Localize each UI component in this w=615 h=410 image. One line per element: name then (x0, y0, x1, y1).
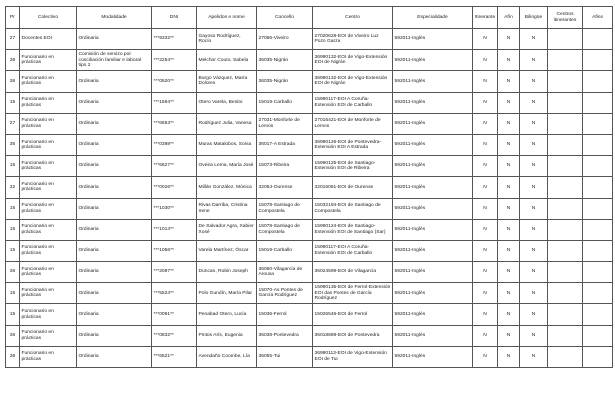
cell-centros-itinerantes (548, 219, 583, 240)
cell-concello: 15073-Ribeira (257, 156, 313, 177)
cell-pr: 15 (6, 156, 20, 177)
cell-centro: 15990117-EOI A Coruña-Extensión EOI de Carballo (313, 92, 393, 113)
cell-afins (583, 304, 613, 325)
cell-pr: 15 (6, 283, 20, 304)
cell-afin: N (498, 113, 520, 134)
cell-especialidade: 592011-Inglés (393, 50, 473, 71)
cell-afin: N (498, 262, 520, 283)
cell-itinerante: N (473, 177, 498, 198)
cell-dni: ***2254** (152, 50, 197, 71)
cell-modalidade: Ordinaria (77, 156, 152, 177)
cell-afins (583, 134, 613, 155)
cell-pr: 27 (6, 113, 20, 134)
table-row (6, 50, 613, 71)
cell-dni: ***0520** (152, 71, 197, 92)
cell-dni: ***6521** (152, 346, 197, 367)
cell-colectivo: Funcionario en prácticas (20, 113, 77, 134)
cell-pr: 32 (6, 177, 20, 198)
cell-concello: 36060-Vilagarcía de Arousa (257, 262, 313, 283)
cell-afins (583, 198, 613, 219)
cell-centro: 15990117-EOI A Coruña-Extensión EOI de Carballo (313, 240, 393, 261)
cell-apelidos-e-nome: Melchor Couto, Sabela (197, 50, 257, 71)
cell-afins (583, 283, 613, 304)
cell-colectivo: Funcionario en prácticas (20, 177, 77, 198)
cell-pr: 36 (6, 50, 20, 71)
header-apelidos-e-nome: Apelidos e nome (197, 7, 257, 29)
cell-itinerante: N (473, 346, 498, 367)
table-row (6, 71, 613, 92)
cell-especialidade: 592011-Inglés (393, 29, 473, 50)
table-row (6, 283, 613, 304)
table-row (6, 156, 613, 177)
cell-bilingue: N (520, 92, 548, 113)
header-centros-itinerantes: Centros itinerantes (548, 7, 583, 29)
cell-bilingue: N (520, 346, 548, 367)
cell-concello: 15036-Ferrol (257, 304, 313, 325)
cell-afin: N (498, 92, 520, 113)
cell-centros-itinerantes (548, 113, 583, 134)
cell-dni: ***0091** (152, 304, 197, 325)
cell-dni: ***1030** (152, 198, 197, 219)
cell-centro: 15990124-EOI de Santiago-Extensión EOI de Santiago (Sar) (313, 219, 393, 240)
cell-afins (583, 346, 613, 367)
cell-dni: ***1594** (152, 92, 197, 113)
cell-dni: ***0026** (152, 177, 197, 198)
cell-especialidade: 592011-Inglés (393, 177, 473, 198)
cell-centros-itinerantes (548, 262, 583, 283)
cell-afin: N (498, 71, 520, 92)
cell-afins (583, 92, 613, 113)
cell-concello: 15078-Santiago de Compostela (257, 219, 313, 240)
cell-centros-itinerantes (548, 71, 583, 92)
cell-bilingue: N (520, 71, 548, 92)
assignments-table (5, 6, 613, 368)
table-row (6, 29, 613, 50)
cell-pr: 36 (6, 262, 20, 283)
cell-bilingue: N (520, 262, 548, 283)
cell-centros-itinerantes (548, 92, 583, 113)
cell-centros-itinerantes (548, 240, 583, 261)
cell-pr: 36 (6, 325, 20, 346)
cell-bilingue: N (520, 156, 548, 177)
cell-itinerante: N (473, 304, 498, 325)
cell-itinerante: N (473, 156, 498, 177)
cell-apelidos-e-nome: Rodríguez Julia, Vanesa (197, 113, 257, 134)
cell-afins (583, 71, 613, 92)
cell-dni: ***9332** (152, 29, 197, 50)
cell-modalidade: Ordinaria (77, 134, 152, 155)
cell-afins (583, 50, 613, 71)
cell-bilingue: N (520, 29, 548, 50)
cell-concello: 15078-Santiago de Compostela (257, 198, 313, 219)
header-especialidade: Especialidade (393, 7, 473, 29)
cell-afin: N (498, 283, 520, 304)
header-afin: Afín (498, 7, 520, 29)
cell-afins (583, 113, 613, 134)
cell-afins (583, 262, 613, 283)
cell-apelidos-e-nome: Avendaño Coombe, Lía (197, 346, 257, 367)
cell-itinerante: N (473, 283, 498, 304)
cell-especialidade: 592011-Inglés (393, 262, 473, 283)
header-centro: Centro (313, 7, 393, 29)
cell-bilingue: N (520, 50, 548, 71)
cell-concello: 27031-Monforte de Lemos (257, 113, 313, 134)
cell-modalidade: Ordinaria (77, 283, 152, 304)
cell-apelidos-e-nome: Pintos Arís, Eugenia (197, 325, 257, 346)
header-itinerante: Itinerante (473, 7, 498, 29)
header-colectivo: Colectivo (20, 7, 77, 29)
header-pr: Pr (6, 7, 20, 29)
cell-afins (583, 240, 613, 261)
table-row (6, 134, 613, 155)
cell-bilingue: N (520, 325, 548, 346)
cell-centros-itinerantes (548, 325, 583, 346)
cell-centros-itinerantes (548, 177, 583, 198)
table-header-row (6, 7, 613, 29)
cell-afins (583, 29, 613, 50)
cell-pr: 15 (6, 240, 20, 261)
cell-afin: N (498, 346, 520, 367)
table-row (6, 113, 613, 134)
cell-afin: N (498, 304, 520, 325)
header-dni: DNI (152, 7, 197, 29)
cell-colectivo: Funcionario en prácticas (20, 134, 77, 155)
cell-afin: N (498, 29, 520, 50)
cell-centros-itinerantes (548, 346, 583, 367)
cell-centro: 27016421-EOI de Monforte de Lemos (313, 113, 393, 134)
cell-centro: 15026546-EOI de Ferrol (313, 304, 393, 325)
table-row (6, 177, 613, 198)
cell-centro: 15032194-EOI de Santiago de Compostela (313, 198, 393, 219)
cell-especialidade: 592011-Inglés (393, 198, 473, 219)
cell-especialidade: 592011-Inglés (393, 325, 473, 346)
cell-modalidade: Ordinaria (77, 240, 152, 261)
cell-apelidos-e-nome: Millán González, Mónica (197, 177, 257, 198)
cell-centros-itinerantes (548, 283, 583, 304)
cell-modalidade: Ordinaria (77, 304, 152, 325)
table-row (6, 304, 613, 325)
cell-afins (583, 325, 613, 346)
cell-dni: ***6627** (152, 156, 197, 177)
cell-centro: 36990132-EOI de Vigo-Extensión EOI de Nigrán (313, 71, 393, 92)
cell-colectivo: Funcionario en prácticas (20, 240, 77, 261)
cell-modalidade: Ordinaria (77, 346, 152, 367)
cell-itinerante: N (473, 134, 498, 155)
cell-especialidade: 592011-Inglés (393, 219, 473, 240)
cell-especialidade: 592011-Inglés (393, 283, 473, 304)
cell-colectivo: Funcionario en prácticas (20, 219, 77, 240)
cell-apelidos-e-nome: Gayoso Rodríguez, Rocío (197, 29, 257, 50)
cell-apelidos-e-nome: Rivas Darriba, Cristina Irene (197, 198, 257, 219)
table-row (6, 198, 613, 219)
cell-dni: ***1014** (152, 219, 197, 240)
cell-apelidos-e-nome: De Salvador Agra, Xabier Xosé (197, 219, 257, 240)
cell-apelidos-e-nome: Duncan, Robin Joseph (197, 262, 257, 283)
cell-pr: 36 (6, 71, 20, 92)
cell-centro: 15990135-EOI de Ferrol-Extensión EOI das Pontes de García Rodríguez (313, 283, 393, 304)
cell-dni: ***6653** (152, 113, 197, 134)
cell-centros-itinerantes (548, 304, 583, 325)
cell-centro: 36990132-EOI de Vigo-Extensión EOI de Nigrán (313, 50, 393, 71)
cell-centro: 36990126-EOI de Pontevedra-Extensión EOI A Estrada (313, 134, 393, 155)
cell-bilingue: N (520, 240, 548, 261)
cell-bilingue: N (520, 177, 548, 198)
cell-bilingue: N (520, 219, 548, 240)
cell-dni: ***0398** (152, 134, 197, 155)
cell-itinerante: N (473, 71, 498, 92)
cell-especialidade: 592011-Inglés (393, 92, 473, 113)
cell-modalidade: Ordinaria (77, 219, 152, 240)
cell-especialidade: 592011-Inglés (393, 113, 473, 134)
cell-pr: 15 (6, 304, 20, 325)
cell-modalidade: Ordinaria (77, 71, 152, 92)
header-afins: Afins (583, 7, 613, 29)
cell-modalidade: Ordinaria (77, 325, 152, 346)
cell-modalidade: Ordinaria (77, 29, 152, 50)
cell-dni: ***5524** (152, 283, 197, 304)
cell-concello: 36035-Nigrán (257, 71, 313, 92)
cell-dni: ***2087** (152, 262, 197, 283)
cell-concello: 15070-As Pontes de García Rodríguez (257, 283, 313, 304)
cell-especialidade: 592011-Inglés (393, 346, 473, 367)
cell-apelidos-e-nome: Varela Martínez, Óscar (197, 240, 257, 261)
cell-pr: 15 (6, 198, 20, 219)
cell-itinerante: N (473, 325, 498, 346)
cell-itinerante: N (473, 198, 498, 219)
cell-apelidos-e-nome: Oveira Lema, María José (197, 156, 257, 177)
cell-colectivo: Funcionario en prácticas (20, 304, 77, 325)
table-row (6, 219, 613, 240)
cell-concello: 36055-Tui (257, 346, 313, 367)
cell-bilingue: N (520, 283, 548, 304)
cell-afin: N (498, 198, 520, 219)
cell-concello: 15019-Carballo (257, 240, 313, 261)
cell-concello: 27066-Viveiro (257, 29, 313, 50)
cell-afins (583, 156, 613, 177)
cell-centros-itinerantes (548, 50, 583, 71)
cell-afin: N (498, 134, 520, 155)
cell-colectivo: Funcionario en prácticas (20, 92, 77, 113)
cell-modalidade: Ordinaria (77, 198, 152, 219)
cell-dni: ***0832** (152, 325, 197, 346)
cell-colectivo: Funcionario en prácticas (20, 156, 77, 177)
cell-especialidade: 592011-Inglés (393, 156, 473, 177)
cell-itinerante: N (473, 29, 498, 50)
cell-pr: 36 (6, 134, 20, 155)
cell-modalidade: Ordinaria (77, 113, 152, 134)
cell-modalidade: Ordinaria (77, 177, 152, 198)
cell-especialidade: 592011-Inglés (393, 240, 473, 261)
table-row (6, 325, 613, 346)
cell-especialidade: 592011-Inglés (393, 71, 473, 92)
cell-especialidade: 592011-Inglés (393, 134, 473, 155)
cell-centros-itinerantes (548, 156, 583, 177)
cell-centro: 27020628-EOI de Viveiro Luz Pozo Garza (313, 29, 393, 50)
header-bilingue: Bilingüe (520, 7, 548, 29)
cell-centro: 15990125-EOI de Santiago-Extensión EOI de Ribeira (313, 156, 393, 177)
cell-pr: 15 (6, 219, 20, 240)
cell-afin: N (498, 219, 520, 240)
cell-itinerante: N (473, 219, 498, 240)
cell-centros-itinerantes (548, 198, 583, 219)
cell-itinerante: N (473, 113, 498, 134)
cell-centro: 36990113-EOI de Vigo-Extensión EOI de Tui (313, 346, 393, 367)
cell-colectivo: Docentes EOI (20, 29, 77, 50)
table-body (6, 29, 613, 368)
cell-apelidos-e-nome: Otero Varela, Benito (197, 92, 257, 113)
cell-pr: 27 (6, 29, 20, 50)
cell-colectivo: Funcionario en prácticas (20, 50, 77, 71)
cell-concello: 36038-Pontevedra (257, 325, 313, 346)
header-concello: Concello (257, 7, 313, 29)
cell-bilingue: N (520, 113, 548, 134)
table-row (6, 240, 613, 261)
cell-modalidade: Comisión de servizo por conciliación familiar e laboral tipo 2 (77, 50, 152, 71)
cell-afin: N (498, 50, 520, 71)
cell-colectivo: Funcionario en prácticas (20, 262, 77, 283)
cell-concello: 32054-Ourense (257, 177, 313, 198)
cell-afin: N (498, 177, 520, 198)
cell-colectivo: Funcionario en prácticas (20, 198, 77, 219)
table-row (6, 346, 613, 367)
cell-apelidos-e-nome: Muras Matalobos, Sonia (197, 134, 257, 155)
cell-afin: N (498, 325, 520, 346)
cell-bilingue: N (520, 198, 548, 219)
header-modalidade: Modalidade (77, 7, 152, 29)
cell-afin: N (498, 156, 520, 177)
cell-centro: 36024599-EOI de Vilagarcía (313, 262, 393, 283)
cell-apelidos-e-nome: Polo Gundín, María Pilar (197, 283, 257, 304)
cell-centros-itinerantes (548, 29, 583, 50)
cell-bilingue: N (520, 304, 548, 325)
cell-concello: 36035-Nigrán (257, 50, 313, 71)
cell-modalidade: Ordinaria (77, 92, 152, 113)
cell-pr: 15 (6, 92, 20, 113)
cell-itinerante: N (473, 50, 498, 71)
cell-afin: N (498, 240, 520, 261)
cell-colectivo: Funcionario en prácticas (20, 71, 77, 92)
cell-centros-itinerantes (548, 134, 583, 155)
cell-colectivo: Funcionario en prácticas (20, 346, 77, 367)
cell-concello: 36017-A Estrada (257, 134, 313, 155)
cell-bilingue: N (520, 134, 548, 155)
cell-apelidos-e-nome: Penabad Otero, Lucía (197, 304, 257, 325)
cell-pr: 36 (6, 346, 20, 367)
table-row (6, 92, 613, 113)
table-row (6, 262, 613, 283)
cell-dni: ***1056** (152, 240, 197, 261)
cell-afins (583, 219, 613, 240)
cell-especialidade: 592011-Inglés (393, 304, 473, 325)
cell-itinerante: N (473, 262, 498, 283)
cell-colectivo: Funcionario en prácticas (20, 283, 77, 304)
cell-centro: 32016081-EOI de Ourense (313, 177, 393, 198)
cell-colectivo: Funcionario en prácticas (20, 325, 77, 346)
cell-apelidos-e-nome: Burgo Vázquez, María Dolores (197, 71, 257, 92)
cell-itinerante: N (473, 92, 498, 113)
cell-itinerante: N (473, 240, 498, 261)
cell-centro: 36018689-EOI de Pontevedra (313, 325, 393, 346)
cell-concello: 15019-Carballo (257, 92, 313, 113)
cell-modalidade: Ordinaria (77, 262, 152, 283)
cell-afins (583, 177, 613, 198)
